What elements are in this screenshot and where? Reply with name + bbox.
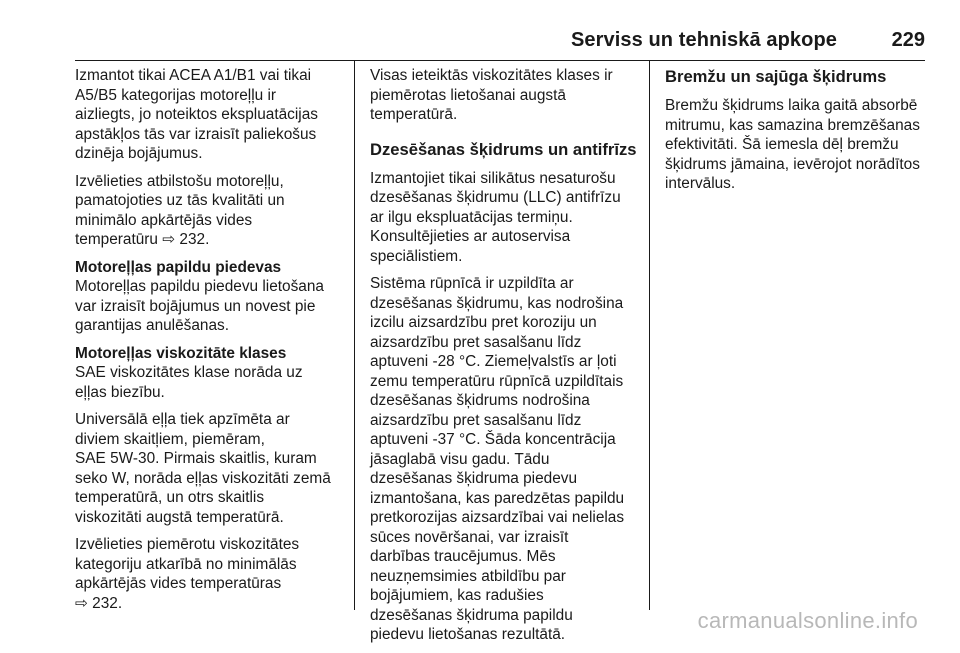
text-line: intervālus.: [665, 175, 736, 192]
text-line: piemērotas lietošanai augstā: [370, 86, 566, 104]
text-line: Bremžu šķidrums laika gaitā absorbē: [665, 97, 918, 114]
text-line: eļļas biezību.: [75, 383, 165, 401]
chapter-title: Serviss un tehniskā apkope: [570, 29, 837, 51]
text-line: zemu temperatūru rūpnīcā uzpildītais: [370, 372, 624, 390]
text-line: bojājumiem, kas radušies: [370, 587, 544, 604]
text-line: kategoriju atkarībā no minimālās: [75, 555, 297, 573]
text-line: šķidrums jāmaina, ievērojot norādītos: [665, 155, 920, 173]
text-line: pretkorozijas aizsardzībai vai nelielas: [370, 509, 625, 526]
column-left: [75, 66, 347, 621]
paragraph: [75, 363, 347, 402]
column-divider: [354, 60, 355, 610]
text-line: izmantošana, kas paredzētas papildu: [370, 489, 625, 507]
text-line: viskozitāti augstā temperatūrā.: [75, 508, 284, 526]
header-rule: [75, 60, 925, 61]
text-line: seko W, norāda eļļas viskozitāti zemā: [75, 469, 331, 487]
text-line: jāsaglabā visu gadu. Tādu: [370, 450, 550, 468]
paragraph: [75, 277, 347, 336]
text-line: Konsultējieties ar autoservisa: [370, 228, 571, 245]
text-line: Izmantot tikai ACEA A1/B1 vai tikai: [75, 67, 312, 84]
text-line: aptuveni -37 °C. Šāda koncentrācija: [370, 431, 616, 448]
text-line: izcilu aizsardzību pret koroziju un: [370, 314, 597, 331]
text-line: temperatūrā, un otrs skaitlis: [75, 489, 265, 506]
text-line: temperatūru ⇨ 232.: [75, 231, 210, 248]
text-line: pamatojoties uz tās kvalitāti un: [75, 192, 285, 209]
text-line: dzesēšanas šķidrums nodrošina: [370, 392, 590, 409]
paragraph: [370, 274, 645, 645]
text-line: dzesēšanas šķidruma piedevu: [370, 470, 578, 487]
text-line: dzesēšanas šķidruma papildu: [370, 606, 573, 624]
column-right: [665, 66, 933, 202]
text-line: Universālā eļļa tiek apzīmēta ar: [75, 411, 290, 428]
text-line: efektivitāti. Šā iemesla dēļ bremžu: [665, 136, 899, 153]
text-line: apstākļos tās var izraisīt paliekošus: [75, 125, 317, 143]
text-line: apkārtējās vides temperatūras: [75, 575, 282, 592]
paragraph: [370, 169, 645, 267]
text-line: diviem skaitļiem, piemēram,: [75, 430, 265, 448]
text-line: neuzņemsimies atbildību par: [370, 567, 566, 585]
text-line: mitrumu, kas samazina bremzēšanas: [665, 116, 920, 134]
text-line: ⇨ 232.: [75, 594, 123, 612]
text-line: Izvēlieties atbilstošu motoreļļu,: [75, 172, 284, 190]
page-number: 229: [891, 29, 925, 51]
text-line: Izmantojiet tikai silikātus nesaturošu: [370, 169, 616, 187]
paragraph: [75, 410, 347, 527]
text-line: aizsardzību pret sasalšanu līdz: [370, 333, 582, 351]
paragraph: [665, 96, 933, 194]
section-heading: [665, 66, 933, 88]
text-line: darbības traucējumus. Mēs: [370, 548, 556, 565]
paragraph: [75, 172, 347, 250]
section-heading: [370, 139, 645, 161]
page-header: [75, 23, 925, 53]
text-line: SAE viskozitātes klase norāda uz: [75, 364, 303, 381]
text-line: sūces novēršanai, var izraisīt: [370, 528, 569, 546]
text-line: aptuveni -28 °C. Ziemeļvalstīs ar ļoti: [370, 353, 617, 370]
text-line: piedevu lietošanas rezultātā.: [370, 626, 566, 643]
text-line: A5/B5 kategorijas motoreļļu ir: [75, 86, 277, 104]
paragraph: [75, 66, 347, 164]
text-line: dzesēšanas šķidrumu (LLC) antifrīzu: [370, 189, 621, 206]
text-line: garantijas anulēšanas.: [75, 317, 230, 334]
text-line: minimālo apkārtējās vides: [75, 211, 253, 229]
text-line: Motoreļļas papildu piedevas: [75, 258, 282, 276]
sub-heading: [75, 344, 347, 364]
text-line: Visas ieteiktās viskozitātes klases ir: [370, 67, 613, 84]
text-line: dzesēšanas šķidrumu, kas nodrošina: [370, 294, 624, 312]
text-line: var izraisīt bojājumus un novest pie: [75, 297, 316, 315]
text-line: Bremžu un sajūga šķidrums: [665, 67, 887, 86]
column-divider: [649, 60, 650, 610]
text-line: Izvēlieties piemērotu viskozitātes: [75, 536, 300, 553]
text-line: ar ilgu ekspluatācijas termiņu.: [370, 208, 573, 226]
text-line: speciālistiem.: [370, 247, 463, 265]
column-middle: [370, 66, 645, 653]
text-line: Dzesēšanas šķidrums un antifrīzs: [370, 139, 637, 159]
text-line: dzinēja bojājumus.: [75, 145, 203, 162]
text-line: aizliegts, jo noteiktos ekspluatācijas: [75, 106, 318, 123]
text-line: temperatūrā.: [370, 106, 458, 123]
sub-heading: [75, 258, 347, 278]
text-line: Motoreļļas papildu piedevu lietošana: [75, 278, 324, 295]
text-line: aizsardzību pret sasalšanu līdz: [370, 411, 582, 429]
text-line: Motoreļļas viskozitāte klases: [75, 344, 287, 362]
watermark: carmanualsonline.info: [697, 608, 918, 633]
text-line: SAE 5W-30. Pirmais skaitlis, kuram: [75, 450, 317, 467]
paragraph: [370, 66, 645, 125]
paragraph: [75, 535, 347, 613]
text-line: Sistēma rūpnīcā ir uzpildīta ar: [370, 275, 574, 292]
